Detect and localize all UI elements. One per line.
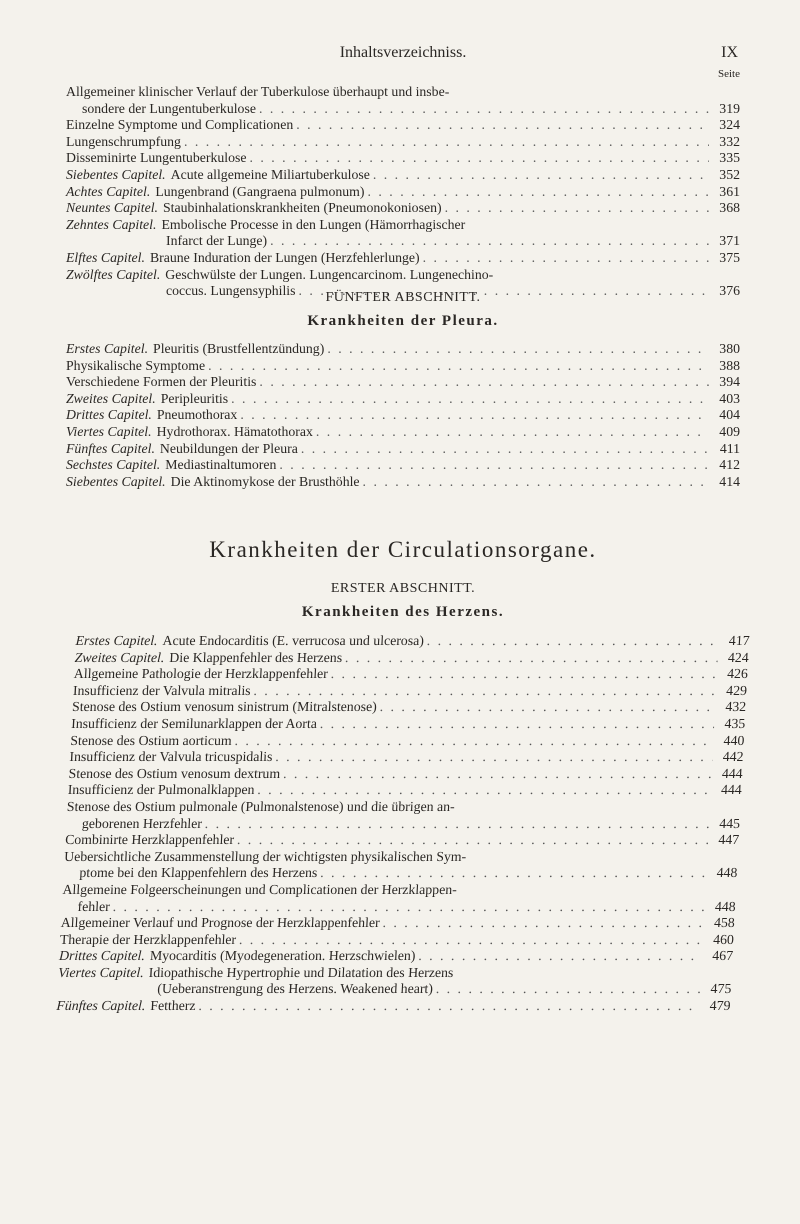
entry-title: Geschwülste der Lungen. Lungencarcinom. Lungenechino- [165,266,494,282]
chapter-label: Zwölftes Capitel. [66,266,161,282]
toc-entry [66,250,740,267]
entry-page-number: 424 [727,649,750,665]
entry-title: Idiopathische Hypertrophie und Dilatation des Herzens [148,964,454,980]
entry-title: Lungenbrand (Gangraena pulmonum) [155,183,365,199]
chapter-label: Siebentes Capitel. [66,473,166,489]
entry-page-number: 445 [718,815,741,831]
toc-entry [66,441,740,458]
entry-title: Allgemeine Pathologie der Herzklappenfehler [73,666,329,682]
toc-entry [66,167,740,184]
toc-entry [66,407,740,424]
entry-page-number: 458 [713,915,736,931]
entry-page-number: 371 [719,233,740,249]
toc-entry [66,150,740,167]
entry-title: Disseminirte Lungentuberkulose [66,150,247,166]
toc-entry-continuation [66,101,740,118]
entry-page-number: 448 [716,865,738,881]
entry-title-continued: sondere der Lungentuberkulose [82,100,256,116]
chapter-label: Achtes Capitel. [66,183,151,199]
toc-entry [66,341,740,358]
entry-title: Die Klappenfehler des Herzens [169,649,343,665]
toc-entry [71,716,746,733]
entry-title: Hydrothorax. Hämatothorax [156,423,313,439]
entry-title: Combinirte Herzklappenfehler [64,832,235,848]
chapter-label: Viertes Capitel. [57,964,145,980]
toc-entry [69,749,744,766]
running-title: Inhaltsverzeichniss. [339,44,467,61]
leader-dots [275,749,713,766]
entry-page-number: 411 [719,440,740,456]
entry-title: Pleuritis (Brustfellentzündung) [153,341,325,356]
toc-entry [66,474,740,491]
entry-page-number: 409 [719,423,740,439]
section-subheading-heart: Krankheiten des Herzens. [301,604,505,620]
chapter-label: Fünftes Capitel. [56,998,146,1014]
entry-title-continued: fehler [77,898,111,914]
toc-entry-continuation [66,233,740,250]
entry-page-number: 332 [719,133,740,149]
toc-entry [66,457,740,474]
leader-dots [382,915,704,932]
toc-entry [73,683,748,700]
leader-dots [363,474,709,491]
toc-entry [70,733,745,750]
section-subheading-pleura: Krankheiten der Pleura. [307,313,499,329]
entry-title: Pneumothorax [156,407,238,423]
toc-page [56,0,751,1224]
toc-entry [67,782,742,799]
entry-page-number: 388 [719,357,740,373]
entry-title: Physikalische Symptome [66,357,206,373]
leader-dots [423,250,709,267]
toc-entry [66,84,740,101]
toc-entry [66,184,740,201]
entry-page-number: 319 [719,100,740,116]
seite-label: Seite [718,68,740,80]
entry-page-number: 442 [722,749,744,765]
toc-entry [66,374,740,391]
leader-dots [259,101,709,118]
entry-page-number: 361 [719,183,740,199]
entry-title-continued: Infarct der Lunge) [166,233,268,249]
entry-page-number: 414 [719,473,740,489]
toc-entry [66,134,740,151]
entry-title: Lungenschrumpfung [66,133,181,149]
toc-block-pleura [66,341,740,490]
entry-page-number: 435 [724,715,746,731]
entry-page-number: 444 [720,782,743,798]
leader-dots [239,932,704,949]
leader-dots [379,699,715,716]
section-heading-first: ERSTER ABSCHNITT. [330,581,476,596]
entry-page-number: 376 [719,283,740,299]
toc-entry [65,832,740,849]
leader-dots [319,716,714,733]
entry-page-number: 380 [719,341,740,356]
chapter-label: Elftes Capitel. [66,249,145,265]
toc-entry [66,267,740,284]
chapter-label: Drittes Capitel. [58,948,146,964]
chapter-label: Sechstes Capitel. [66,457,161,473]
entry-page-number: 375 [719,249,740,265]
toc-entry [68,766,743,783]
toc-block-lung [66,84,740,300]
leader-dots [345,650,718,667]
leader-dots [237,832,709,849]
toc-entry [66,358,740,375]
toc-entry [74,650,749,667]
entry-title: Stenose des Ostium pulmonale (Pulmonalstenose) und die übrigen an- [66,798,456,814]
toc-entry [66,217,740,234]
entry-page-number: 368 [719,200,740,216]
entry-page-number: 403 [719,390,740,406]
toc-entry [60,915,735,932]
entry-title: Fettherz [149,998,196,1014]
toc-entry [66,391,740,408]
leader-dots [257,782,711,799]
entry-title-continued: coccus. Lungensyphilis [166,283,296,299]
toc-entry [73,666,748,683]
leader-dots [296,117,709,134]
entry-title: Allgemeiner klinischer Verlauf der Tuberkulose überhaupt und insbe- [66,84,450,99]
page-header [66,44,740,80]
entry-title: Insufficienz der Valvula tricuspidalis [69,749,273,765]
entry-page-number: 324 [719,117,740,133]
entry-title: Therapie der Herzklappenfehler [59,931,237,947]
toc-entry [64,849,739,866]
entry-title: Myocarditis (Myodegeneration. Herzschwielen) [149,948,416,964]
leader-dots [368,184,710,201]
chapter-label: Zehntes Capitel. [66,216,157,232]
toc-entry [62,882,737,899]
part-title: Krankheiten der Circulationsorgane. [209,537,597,562]
toc-entry-continuation [61,899,736,916]
entry-title: Insufficienz der Pulmonalklappen [67,782,255,798]
entry-page-number: 447 [718,832,740,848]
entry-title: Acute Endocarditis (E. verrucosa und ulcerosa) [162,633,425,648]
toc-entry [66,424,740,441]
entry-page-number: 475 [710,981,732,997]
chapter-label: Erstes Capitel. [75,633,159,648]
entry-page-number: 426 [726,666,749,682]
entry-title: Stenose des Ostium venosum sinistrum (Mitralstenose) [71,699,378,715]
entry-title: Acute allgemeine Miliartuberkulose [170,166,370,182]
chapter-label: Neuntes Capitel. [66,200,158,216]
entry-page-number: 404 [719,407,740,423]
chapter-label: Siebentes Capitel. [66,166,166,182]
entry-title: Staubinhalationskrankheiten (Pneumonokoniosen) [162,200,442,216]
entry-title: Insufficienz der Valvula mitralis [72,682,252,698]
toc-entry [75,633,750,650]
leader-dots [112,899,705,916]
toc-entry [66,117,740,134]
leader-dots [279,457,709,474]
leader-dots [320,865,707,882]
leader-dots [283,766,712,783]
chapter-label: Zweites Capitel. [66,390,156,406]
page-number: IX [721,44,738,61]
leader-dots [418,948,703,965]
leader-dots [204,816,709,833]
entry-title: Die Aktinomykose der Brusthöhle [170,473,360,489]
leader-dots [249,150,709,167]
toc-entry-continuation [66,816,741,833]
chapter-label: Fünftes Capitel. [66,440,155,456]
toc-entry [66,200,740,217]
entry-title: Embolische Processe in den Lungen (Hämorrhagischer [161,216,466,232]
entry-page-number: 460 [712,931,735,947]
entry-page-number: 335 [719,150,740,166]
entry-title: Verschiedene Formen der Pleuritis [66,374,257,390]
entry-title-continued: ptome bei den Klappenfehlern des Herzens [79,865,318,881]
entry-title-continued: (Ueberanstrengung des Herzens. Weakened heart) [156,981,434,997]
entry-page-number: 467 [711,948,734,964]
chapter-label: Erstes Capitel. [66,341,149,356]
toc-block-heart [56,633,750,1015]
leader-dots [240,407,709,424]
chapter-label: Viertes Capitel. [66,423,152,439]
leader-dots [234,733,714,750]
section-heading-fifth: FÜNFTER ABSCHNITT. [325,290,481,305]
leader-dots [301,441,709,458]
leader-dots [435,981,700,998]
leader-dots [426,633,719,650]
leader-dots [198,998,700,1015]
entry-title: Insufficienz der Semilunarklappen der Aorta [70,715,318,731]
entry-page-number: 352 [719,166,740,182]
entry-title: Peripleuritis [160,390,229,406]
leader-dots [316,424,709,441]
leader-dots [445,200,709,217]
entry-title: Allgemeiner Verlauf und Prognose der Herzklappenfehler [60,915,381,931]
toc-entry [59,948,734,965]
toc-entry [66,799,741,816]
entry-page-number: 479 [709,998,731,1014]
entry-title: Neubildungen der Pleura [159,440,298,456]
chapter-label: Zweites Capitel. [74,649,165,665]
entry-page-number: 444 [721,765,744,781]
leader-dots [327,341,709,358]
leader-dots [208,358,709,375]
entry-page-number: 412 [719,457,740,473]
entry-page-number: 394 [719,374,740,390]
entry-title: Einzelne Symptome und Complicationen [66,117,294,133]
leader-dots [253,683,716,700]
entry-page-number: 432 [725,699,747,715]
entry-title: Braune Induration der Lungen (Herzfehlerlunge) [149,249,420,265]
leader-dots [184,134,709,151]
toc-entry [56,998,731,1015]
entry-title: Stenose des Ostium venosum dextrum [68,765,281,781]
leader-dots [270,233,709,250]
toc-entry-continuation [63,865,738,882]
entry-title: Stenose des Ostium aorticum [69,732,233,748]
toc-entry [72,699,747,716]
entry-page-number: 417 [728,633,751,648]
entry-title: Mediastinaltumoren [165,457,277,473]
entry-title: Uebersichtliche Zusammenstellung der wichtigsten physikalischen Sym- [63,848,467,864]
toc-entry [58,965,733,982]
chapter-label: Drittes Capitel. [66,407,152,423]
leader-dots [259,374,709,391]
entry-page-number: 429 [725,682,748,698]
entry-page-number: 440 [723,732,745,748]
leader-dots [330,666,717,683]
toc-entry [59,932,734,949]
entry-title-continued: geborenen Herzfehler [81,815,203,831]
entry-title: Allgemeine Folgeerscheinungen und Complicationen der Herzklappen- [62,881,458,897]
leader-dots [231,391,709,408]
leader-dots [373,167,709,184]
toc-entry-continuation [57,981,732,998]
entry-page-number: 448 [714,898,737,914]
